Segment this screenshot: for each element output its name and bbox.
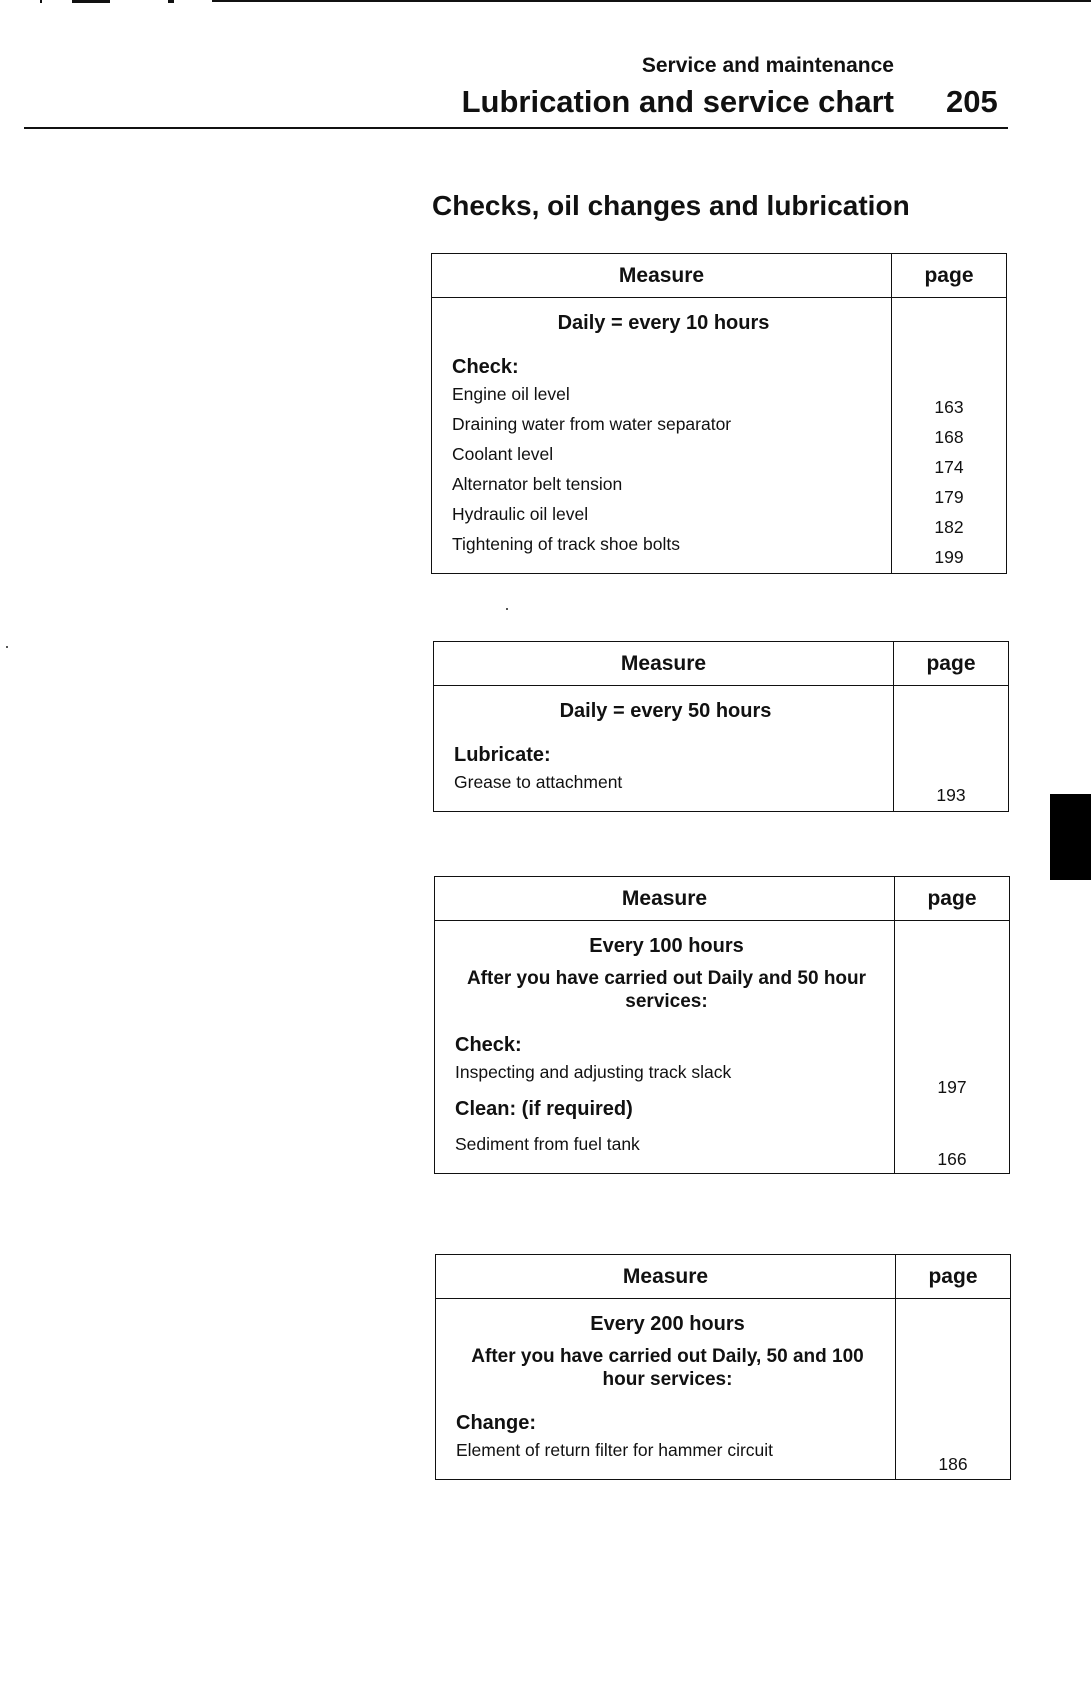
page-cell	[892, 298, 1006, 573]
list-item: Element of return filter for hammer circuit	[456, 1440, 774, 1460]
measure-column-header: Measure	[432, 254, 892, 298]
measure-column-header: Measure	[434, 642, 894, 686]
scan-speck	[6, 646, 8, 648]
interval-heading: Every 200 hours	[590, 1313, 745, 1335]
header-rule	[24, 127, 1008, 129]
group-heading: Check:	[455, 1034, 522, 1056]
page-number: 205	[946, 84, 998, 119]
service-chart-50h	[433, 641, 1009, 812]
top-edge-marks	[0, 0, 1091, 4]
page-column-header: page	[896, 1255, 1010, 1299]
page-reference: 179	[934, 487, 964, 507]
subtitle: Checks, oil changes and lubrication	[432, 190, 910, 221]
page-reference: 174	[934, 457, 964, 477]
service-chart-100h	[434, 876, 1010, 1174]
measure-column-header: Measure	[436, 1255, 896, 1299]
list-item: Engine oil level	[452, 384, 570, 404]
list-item: Alternator belt tension	[452, 474, 623, 494]
measure-cell	[436, 1299, 896, 1479]
list-item: Draining water from water separator	[452, 414, 732, 434]
group-heading: Lubricate:	[454, 744, 551, 766]
section-label: Service and maintenance	[641, 54, 894, 77]
page-cell	[895, 921, 1009, 1173]
page-cell	[896, 1299, 1010, 1479]
page-column-header: page	[892, 254, 1006, 298]
page-column-header: page	[895, 877, 1009, 921]
service-chart-10h	[431, 253, 1007, 574]
list-item: Tightening of track shoe bolts	[452, 534, 680, 554]
group-heading: Clean: (if required)	[455, 1098, 633, 1120]
page-reference: 197	[937, 1077, 967, 1097]
list-item: Hydraulic oil level	[452, 504, 589, 524]
page-reference: 186	[938, 1454, 968, 1474]
interval-intro: After you have carried out Daily, 50 and 100 hour services:	[471, 1346, 864, 1390]
interval-heading: Every 100 hours	[589, 935, 744, 957]
group-heading: Change:	[456, 1412, 536, 1434]
chapter-side-tab	[1050, 794, 1091, 880]
page-reference: 182	[934, 517, 964, 537]
list-item: Grease to attachment	[454, 772, 623, 792]
group-heading: Check:	[452, 356, 519, 378]
interval-heading: Daily = every 50 hours	[559, 700, 772, 722]
page-reference: 199	[934, 547, 964, 567]
page-cell	[894, 686, 1008, 811]
scan-speck	[506, 608, 508, 610]
list-item: Inspecting and adjusting track slack	[455, 1062, 732, 1082]
measure-cell	[434, 686, 894, 811]
list-item: Coolant level	[452, 444, 554, 464]
list-item: Sediment from fuel tank	[455, 1134, 640, 1154]
page-reference: 166	[937, 1149, 967, 1169]
service-chart-200h	[435, 1254, 1011, 1480]
measure-cell	[435, 921, 895, 1173]
measure-column-header: Measure	[435, 877, 895, 921]
chapter-title: Lubrication and service chart	[461, 84, 894, 119]
interval-intro: After you have carried out Daily and 50 hour services:	[466, 968, 867, 1012]
measure-cell	[432, 298, 892, 573]
interval-heading: Daily = every 10 hours	[557, 312, 770, 334]
page-reference: 163	[934, 397, 964, 417]
page-reference: 168	[934, 427, 964, 447]
page-reference: 193	[936, 785, 966, 805]
page-column-header: page	[894, 642, 1008, 686]
